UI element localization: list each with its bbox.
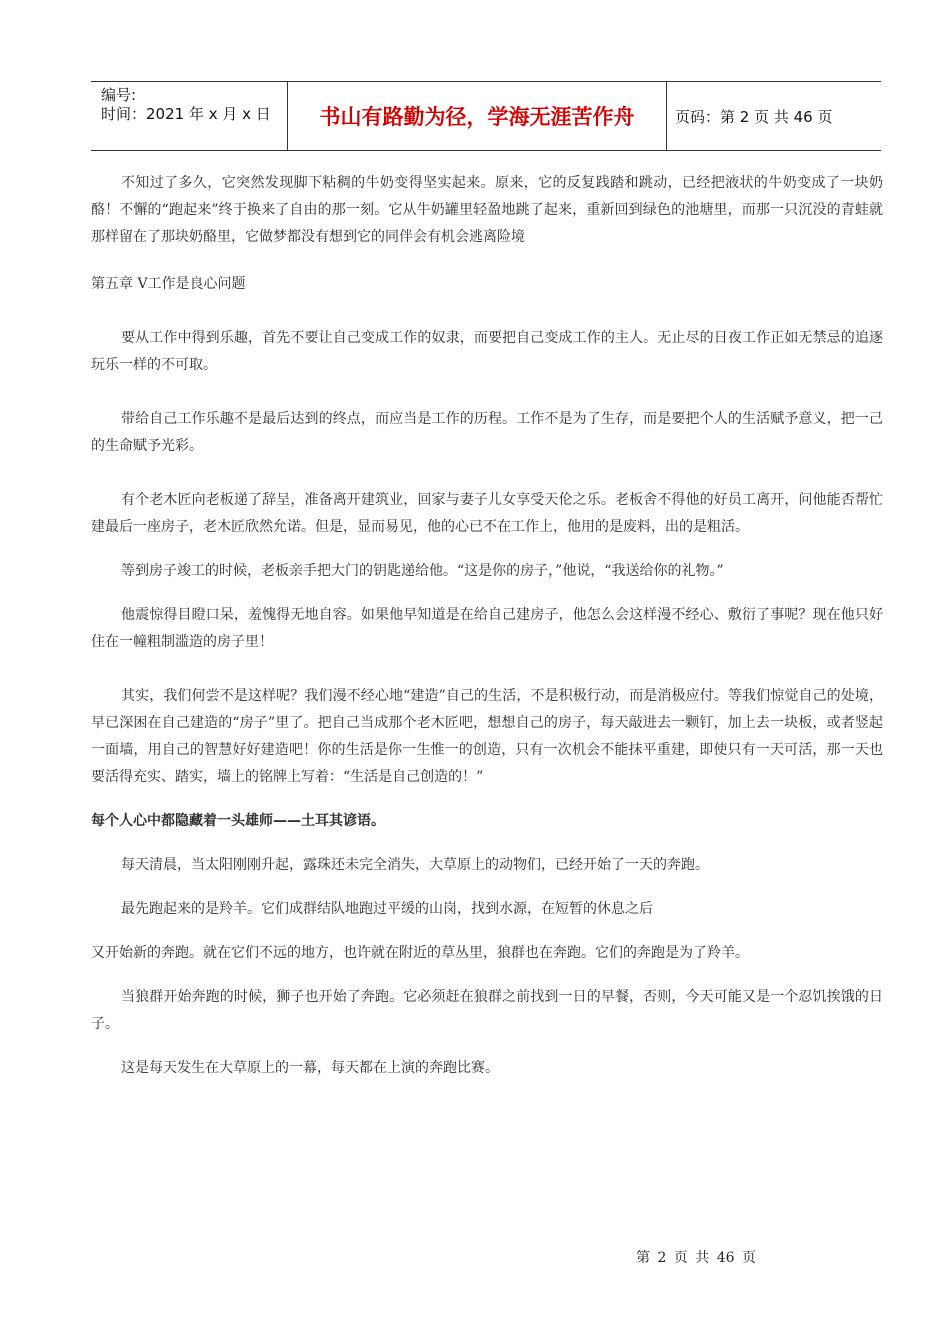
page-footer: 第 2 页 共 46 页 [636, 1250, 756, 1266]
paragraph-10: 又开始新的奔跑。就在它们不远的地方，也许就在附近的草丛里，狼群也在奔跑。它们的奔跑是为了羚羊。 [91, 945, 749, 961]
paragraph-12: 这是每天发生在大草原上的一幕，每天都在上演的奔跑比赛。 [121, 1060, 499, 1076]
header-page-label: 页码：第 2 页 共 46 页 [675, 107, 833, 126]
paragraph-8: 每天清晨，当太阳刚刚升起，露珠还未完全消失，大草原上的动物们，已经开始了一天的奔跑。 [121, 857, 709, 873]
paragraph-3: 带给自己工作乐趣不是最后达到的终点，而应当是工作的历程。工作不是为了生存，而是要把个人的生活赋予意义，把一己的生命赋予光彩。 [91, 411, 883, 454]
header-page-cell [667, 82, 889, 150]
paragraph-2: 要从工作中得到乐趣，首先不要让自己变成工作的奴隶，而要把自己变成工作的主人。无止尽的日夜工作正如无禁忌的追逐玩乐一样的不可取。 [91, 330, 883, 373]
paragraph-4: 有个老木匠向老板递了辞呈，准备离开建筑业，回家与妻子儿女享受天伦之乐。老板舍不得他的好员工离开，问他能否帮忙建最后一座房子，老木匠欣然允诺。但是，显而易见，他的心已不在工作上，他用的是废料，出的是粗活。 [91, 492, 883, 535]
document-body [91, 170, 883, 1082]
paragraph-1: 不知过了多久，它突然发现脚下粘稠的牛奶变得坚实起来。原来，它的反复践踏和跳动，已经把液状的牛奶变成了一块奶酪！不懈的“跑起来”终于换来了自由的那一刻。它从牛奶罐里轻盈地跳了起来，重新回到绿色的池塘里，而那一只沉没的青蛙就那样留在了那块奶酪里，它做梦都没有想到它的同伴会有机会逃离险境 [91, 175, 883, 245]
paragraph-7: 其实，我们何尝不是这样呢？我们漫不经心地“建造”自己的生活，不是积极行动，而是消极应付。等我们惊觉自己的处境，早已深困在自己建造的“房子”里了。把自己当成那个老木匠吧，想想自己的房子，每天敲进去一颗钉，加上去一块板，或者竖起一面墙，用自己的智慧好好建造吧！你的生活是你一生惟一的创造，只有一次机会不能抹平重建，即使只有一天可活，那一天也要活得充实、踏实，墙上的铭牌上写着：“生活是自己创造的！” [91, 688, 883, 785]
header-motto: 书山有路勤为径，学海无涯苦作舟 [319, 105, 635, 129]
header-left-cell [91, 82, 288, 150]
paragraph-6: 他震惊得目瞪口呆，羞愧得无地自容。如果他早知道是在给自己建房子，他怎么会这样漫不经心、敷衍了事呢？现在他只好住在一幢粗制滥造的房子里！ [91, 607, 883, 650]
paragraph-11: 当狼群开始奔跑的时候，狮子也开始了奔跑。它必须赶在狼群之前找到一日的早餐，否则，今天可能又是一个忍饥挨饿的日子。 [91, 989, 883, 1032]
proverb-heading: 每个人心中都隐藏着一头雄师——土耳其谚语。 [91, 813, 385, 829]
paragraph-9: 最先跑起来的是羚羊。它们成群结队地跑过平缓的山岗，找到水源，在短暂的休息之后 [121, 901, 653, 917]
header-motto-cell [288, 82, 667, 150]
chapter-heading: 第五章 V工作是良心问题 [91, 276, 246, 292]
time-label: 时间：2021 年 x 月 x 日 [101, 105, 271, 123]
paragraph-5: 等到房子竣工的时候，老板亲手把大门的钥匙递给他。“这是你的房子，”他说，“我送给你的礼物。” [121, 563, 724, 579]
document-header [91, 81, 881, 151]
serial-label: 编号: [101, 86, 137, 104]
